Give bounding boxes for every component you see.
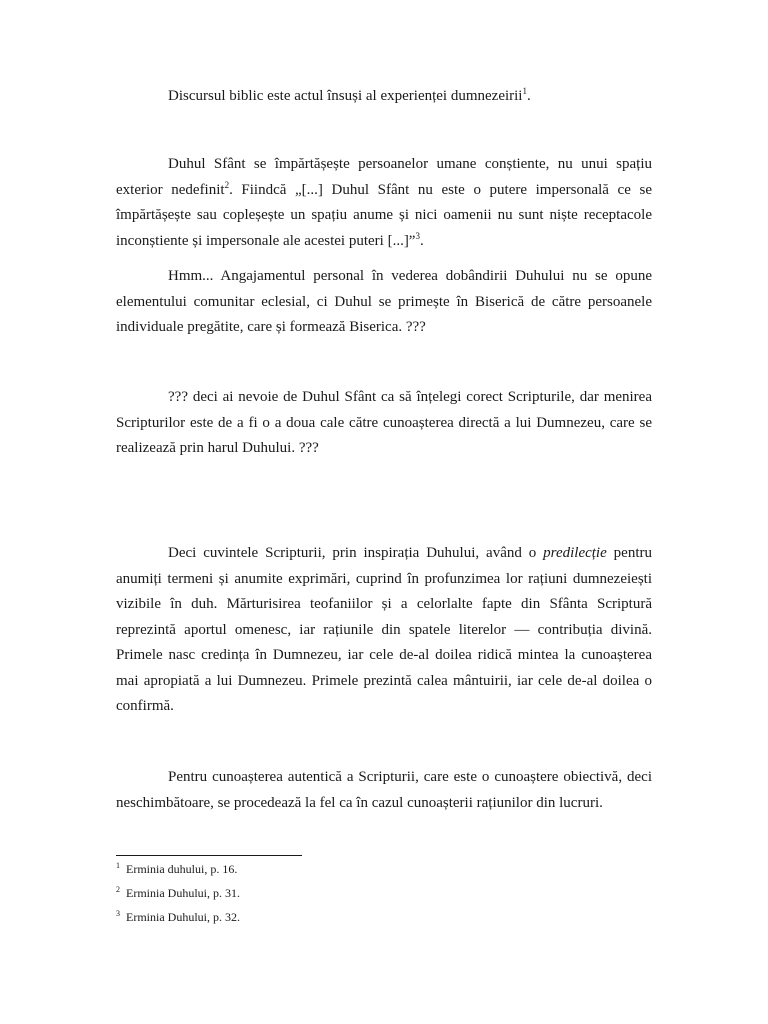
footnote-2 — [116, 885, 240, 901]
paragraph-2 — [116, 152, 652, 254]
footnote-3-text: Erminia Duhului, p. 32. — [126, 910, 240, 924]
footnote-1-number: 1 — [116, 861, 120, 870]
paragraph-4 — [116, 385, 652, 462]
footnote-ref-3[interactable]: 3 — [415, 230, 420, 241]
paragraph-5 — [116, 541, 652, 720]
footnote-3 — [116, 909, 240, 925]
footnote-1 — [116, 861, 237, 877]
paragraph-2-end: . — [419, 232, 424, 249]
paragraph-3-text: Hmm... Angajamentul personal în vederea dobândirii Duhului nu se opune elementului comunitar eclesial, ci Duhul se primește în Biserică de către persoanele individuale pregătite, care și formează Biserica. ??? — [116, 268, 652, 335]
paragraph-2-text-b: . Fiindcă „[...] Duhul Sfânt nu este o putere impersonală ce se împărtășește sau copleșește un spațiu anume și nici oamenii nu sunt niște receptacole inconștiente și impersonale ale acestei puteri [...]” — [116, 181, 652, 249]
paragraph-5-italic-term: predilecție — [543, 545, 607, 561]
paragraph-1-end: . — [526, 88, 531, 104]
paragraph-3 — [116, 264, 652, 341]
footnote-separator — [116, 855, 302, 856]
footnote-2-number: 2 — [116, 885, 120, 894]
paragraph-1-text: Discursul biblic este actul însuși al experienței dumnezeirii — [168, 88, 523, 104]
paragraph-6-text: Pentru cunoașterea autentică a Scripturii, care este o cunoaștere obiectivă, deci neschimbătoare, se procedează la fel ca în cazul cunoașterii rațiunilor din lucruri. — [116, 769, 652, 811]
footnote-1-text: Erminia duhului, p. 16. — [126, 862, 238, 876]
paragraph-6 — [116, 765, 652, 816]
paragraph-2-text-a: Duhul Sfânt se împărtășește persoanelor umane conștiente, nu unui spațiu exterior nedefinit — [116, 156, 652, 198]
paragraph-5-text-b: pentru anumiți termeni și anumite exprimări, cuprind în profunzimea lor rațiuni dumnezeiești vizibile în duh. Mărturisirea teofaniilor și a celorlalte fapte din Sfânta Scriptură reprezintă aportul omenesc, iar rațiunile din spatele literelor — contribuția divină. Primele nasc credința în Dumnezeu, iar cele de-al doilea ridică mintea la cunoașterea mai apropiată a lui Dumnezeu. Primele prezintă calea mântuirii, iar cele de-al doilea o confirmă. — [116, 545, 652, 714]
footnote-ref-2[interactable]: 2 — [224, 179, 230, 190]
footnote-3-number: 3 — [116, 909, 120, 918]
footnote-ref-1[interactable]: 1 — [522, 86, 527, 96]
footnote-2-text: Erminia Duhului, p. 31. — [126, 886, 240, 900]
paragraph-5-text-a: Deci cuvintele Scripturii, prin inspirația Duhului, având o — [168, 545, 544, 561]
paragraph-4-text: ??? deci ai nevoie de Duhul Sfânt ca să înțelegi corect Scripturile, dar menirea Scripturilor este de a fi o a doua cale către cunoașterea directă a lui Dumnezeu, care se realizează prin harul Duhului. ??? — [116, 389, 652, 456]
paragraph-1 — [116, 84, 652, 110]
